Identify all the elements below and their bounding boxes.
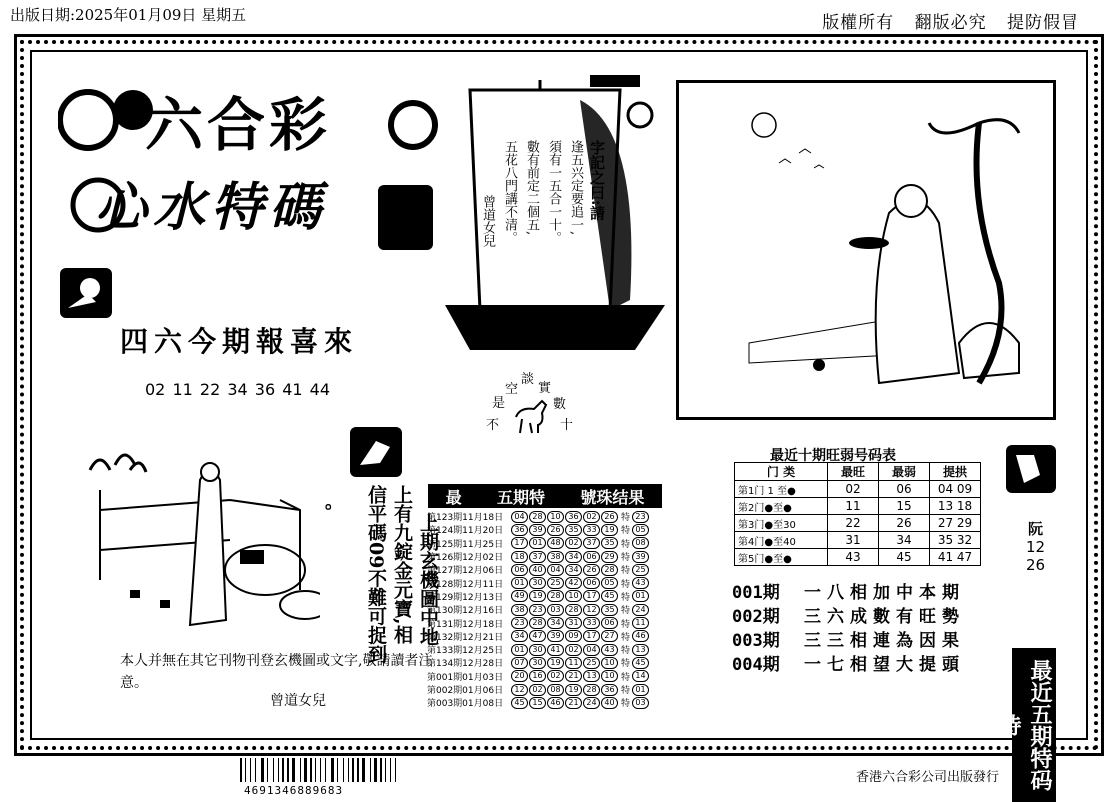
draw-period: 第134期12月28日 <box>427 659 504 670</box>
table-cell-hint: 04 09 <box>930 481 981 498</box>
ball-number: 28 <box>583 684 600 696</box>
ball-number: 23 <box>529 604 546 616</box>
prediction-row <box>732 626 965 650</box>
logo-title: 六合彩 <box>145 91 332 159</box>
illustration-lady <box>80 440 320 640</box>
ball-number: 46 <box>547 697 564 709</box>
pointing-hand-icon <box>350 427 402 477</box>
ball-number: 34 <box>565 551 582 563</box>
table-row <box>427 656 650 669</box>
table-row <box>427 523 650 536</box>
ball-number: 26 <box>601 511 618 523</box>
barcode-bar <box>374 758 377 782</box>
table-row <box>427 550 650 563</box>
table-row <box>427 576 650 589</box>
ball-number: 43 <box>601 644 618 656</box>
special-label: 特 <box>621 619 631 630</box>
special-ball: 25 <box>632 564 649 576</box>
ball-number: 20 <box>511 670 528 682</box>
reader-notice: 本人并無在其它刊物刊登玄機圖或文字,敬請讀者注意。 <box>120 653 433 691</box>
special-label: 特 <box>621 699 631 710</box>
table-cell-cold: 06 <box>879 481 930 498</box>
barcode-number: 4691346889683 <box>244 784 344 797</box>
ball-number: 02 <box>565 644 582 656</box>
ball-number: 29 <box>601 551 618 563</box>
prediction-text: 三六成數有旺勢 <box>804 607 965 627</box>
ball-number: 11 <box>565 657 582 669</box>
strength-table <box>734 462 981 566</box>
copyright-notice: 版權所有 翻版必究 提防假冒 <box>822 13 1079 33</box>
riddle-word: 數 <box>553 397 567 412</box>
draw-period: 第129期12月13日 <box>427 592 504 603</box>
ball-number: 39 <box>547 630 564 642</box>
special-label: 特 <box>621 553 631 564</box>
draw-period: 第131期12月18日 <box>427 619 504 630</box>
barcode-bar <box>325 758 326 782</box>
barcode-bar <box>337 758 338 782</box>
table-row <box>735 532 981 549</box>
ball-number: 38 <box>511 604 528 616</box>
side-code-number: 26 <box>1026 556 1046 574</box>
prediction-row <box>732 602 965 626</box>
barcode-bar <box>245 758 246 782</box>
ball-number: 35 <box>565 524 582 536</box>
barcode-bar <box>278 758 279 782</box>
verse-line-3: 須有一五合一十。 <box>546 140 561 244</box>
ball-number: 21 <box>565 670 582 682</box>
ball-number: 04 <box>511 511 528 523</box>
ball-number: 10 <box>565 590 582 602</box>
prediction-text: 三三相連為因果 <box>804 631 965 651</box>
side-banner: 最近五期特码诗 <box>1012 648 1056 802</box>
riddle-word: 空 <box>505 382 519 397</box>
ball-number: 06 <box>583 577 600 589</box>
barcode-bar <box>300 758 301 782</box>
barcode-bar <box>357 758 359 782</box>
prediction-period: 003期 <box>732 631 780 651</box>
special-ball: 46 <box>632 630 649 642</box>
ball-number: 13 <box>583 670 600 682</box>
ball-number: 06 <box>511 564 528 576</box>
special-label: 特 <box>621 646 631 657</box>
barcode-bar <box>304 758 307 782</box>
special-ball: 39 <box>632 551 649 563</box>
ball-number: 36 <box>511 524 528 536</box>
draw-period: 第123期11月18日 <box>427 513 504 524</box>
ball-number: 48 <box>547 537 564 549</box>
barcode-bar <box>320 758 321 782</box>
ball-number: 28 <box>601 564 618 576</box>
ball-number: 02 <box>565 537 582 549</box>
ball-number: 12 <box>583 604 600 616</box>
riddle-word: 是 <box>492 396 506 411</box>
table-cell-hint: 35 32 <box>930 532 981 549</box>
table-cell-cold: 34 <box>879 532 930 549</box>
ball-number: 26 <box>547 524 564 536</box>
hand-gesture-icon <box>1006 445 1056 493</box>
draw-period: 第130期12月16日 <box>427 606 504 617</box>
verse-line-4: 數有前定二個五, <box>524 140 539 236</box>
ball-number: 37 <box>583 537 600 549</box>
table-row <box>427 537 650 550</box>
ball-number: 28 <box>547 590 564 602</box>
ball-number: 33 <box>583 617 600 629</box>
special-ball: 03 <box>632 697 649 709</box>
draw-period: 第126期12月02日 <box>427 553 504 564</box>
ball-number: 08 <box>547 684 564 696</box>
table-cell-hot: 22 <box>828 515 879 532</box>
ball-number: 02 <box>529 684 546 696</box>
ball-number: 25 <box>547 577 564 589</box>
ball-number: 15 <box>529 697 546 709</box>
ball-number: 38 <box>547 551 564 563</box>
ball-number: 35 <box>601 604 618 616</box>
ball-number: 06 <box>583 551 600 563</box>
special-label: 特 <box>621 592 631 603</box>
table-cell-hint: 13 18 <box>930 498 981 515</box>
ball-number: 07 <box>511 657 528 669</box>
special-ball: 24 <box>632 604 649 616</box>
special-label: 特 <box>621 686 631 696</box>
draw-period: 第001期01月03日 <box>427 672 504 683</box>
special-ball: 23 <box>632 511 649 523</box>
barcode-bar <box>380 758 382 782</box>
barcode-bar <box>370 758 371 782</box>
barcode-bar <box>240 758 242 782</box>
prediction-period: 002期 <box>732 607 780 627</box>
signature: 曾道女兒 <box>270 693 326 709</box>
ball-number: 30 <box>529 577 546 589</box>
table-cell-gate: 第4门●至40 <box>735 532 828 549</box>
special-ball: 14 <box>632 670 649 682</box>
special-ball: 05 <box>632 524 649 536</box>
prediction-period: 004期 <box>732 655 780 675</box>
table-row <box>735 481 981 498</box>
ball-number: 40 <box>529 564 546 576</box>
barcode-bar <box>282 758 284 782</box>
poem-line-3: 信平碼09不難可捉到 <box>365 485 387 664</box>
table-cell-hint: 41 47 <box>930 549 981 566</box>
ball-number: 34 <box>511 630 528 642</box>
table-row <box>427 603 650 616</box>
table-cell-cold: 26 <box>879 515 930 532</box>
ball-number: 23 <box>511 617 528 629</box>
results-title-part: 號珠结果 <box>580 487 645 507</box>
barcode-bar <box>331 758 334 782</box>
ball-number: 42 <box>565 577 582 589</box>
table-row <box>427 696 650 709</box>
barcode-bar <box>352 758 354 782</box>
logo-subtitle: 心水特碼 <box>95 177 328 238</box>
ball-number: 12 <box>511 684 528 696</box>
table-cell-hot: 31 <box>828 532 879 549</box>
table-header: 门 类 <box>735 463 828 481</box>
ball-number: 45 <box>511 697 528 709</box>
ball-number: 26 <box>583 564 600 576</box>
barcode-bar <box>250 758 251 782</box>
poem-line-2: 上有九錠金元寶,相 <box>391 485 413 644</box>
barcode-bar <box>310 758 312 782</box>
special-ball: 43 <box>632 577 649 589</box>
side-code-mark: 阮 <box>1028 520 1044 538</box>
table-row <box>427 563 650 576</box>
barcode-bar <box>287 758 289 782</box>
barcode-bar <box>385 758 386 782</box>
ball-number: 04 <box>583 644 600 656</box>
publisher: 香港六合彩公司出版發行 <box>856 770 1000 785</box>
special-label: 特 <box>621 513 631 524</box>
ball-number: 18 <box>511 551 528 563</box>
riddle-word: 不 <box>486 418 500 433</box>
barcode-bar <box>267 758 268 782</box>
verse-author: 曾道女兒 <box>480 195 495 247</box>
table-cell-gate: 第2门●至● <box>735 498 828 515</box>
ship-verse <box>478 140 606 247</box>
ball-number: 19 <box>547 657 564 669</box>
ball-number: 45 <box>601 590 618 602</box>
ball-number: 19 <box>565 684 582 696</box>
ball-number: 01 <box>529 537 546 549</box>
table-cell-gate: 第3门●至30 <box>735 515 828 532</box>
draw-period: 第124期11月20日 <box>427 526 504 537</box>
barcode-bar <box>362 758 365 782</box>
table-row <box>735 515 981 532</box>
ball-number: 33 <box>583 524 600 536</box>
table-row <box>735 549 981 566</box>
table-header: 提拱 <box>930 463 981 481</box>
table-cell-hint: 27 29 <box>930 515 981 532</box>
poem-period: 。 <box>325 492 343 513</box>
table-row <box>427 616 650 629</box>
ball-number: 28 <box>529 617 546 629</box>
table-header: 最旺 <box>828 463 879 481</box>
verse-line-5: 五花八門講不清。 <box>502 140 517 244</box>
ball-number: 19 <box>529 590 546 602</box>
barcode-bar <box>348 758 349 782</box>
horse-icon <box>510 395 554 435</box>
special-ball: 01 <box>632 684 649 696</box>
ball-number: 28 <box>529 511 546 523</box>
ball-number: 34 <box>565 564 582 576</box>
prediction-period: 001期 <box>732 583 780 603</box>
table-row <box>427 510 650 523</box>
table-cell-cold: 15 <box>879 498 930 515</box>
ball-number: 09 <box>565 630 582 642</box>
table-cell-gate: 第5门●至● <box>735 549 828 566</box>
table-row <box>427 643 650 656</box>
table-row <box>427 670 650 683</box>
ball-number: 39 <box>529 524 546 536</box>
barcode-bar <box>273 758 274 782</box>
ball-number: 30 <box>529 657 546 669</box>
draw-period: 第132期12月21日 <box>427 632 504 643</box>
table-cell-cold: 45 <box>879 549 930 566</box>
ball-number: 34 <box>547 617 564 629</box>
barcode-bar <box>261 758 264 782</box>
table-header: 最弱 <box>879 463 930 481</box>
ball-number: 36 <box>601 684 618 696</box>
ball-number: 49 <box>511 590 528 602</box>
special-label: 特 <box>621 566 631 577</box>
ball-number: 21 <box>565 697 582 709</box>
results-title-part: 五期特 <box>496 487 545 507</box>
ball-number: 40 <box>601 697 618 709</box>
special-label: 特 <box>621 672 631 683</box>
special-ball: 08 <box>632 537 649 549</box>
table-cell-hot: 43 <box>828 549 879 566</box>
ball-number: 05 <box>601 577 618 589</box>
publish-date: 出版日期:2025年01月09日 星期五 <box>10 6 247 24</box>
draw-period: 第125期11月25日 <box>427 539 504 550</box>
special-ball: 45 <box>632 657 649 669</box>
ball-number: 17 <box>511 537 528 549</box>
ball-number: 30 <box>529 644 546 656</box>
table-cell-hot: 02 <box>828 481 879 498</box>
barcode-bar <box>395 758 396 782</box>
draw-period: 第003期01月08日 <box>427 699 504 710</box>
ball-number: 06 <box>601 617 618 629</box>
ball-number: 01 <box>511 577 528 589</box>
draw-period: 第128期12月11日 <box>427 579 504 590</box>
ball-number: 02 <box>547 670 564 682</box>
barcode-bar <box>390 758 391 782</box>
ball-number: 25 <box>583 657 600 669</box>
verse-line-1: 字記之曰:請 <box>588 140 606 221</box>
ball-number: 35 <box>601 537 618 549</box>
table-row <box>427 630 650 643</box>
table-cell-hot: 11 <box>828 498 879 515</box>
ball-number: 31 <box>565 617 582 629</box>
riddle-word: 十 <box>560 418 574 433</box>
predictions <box>732 578 965 674</box>
ball-number: 17 <box>583 630 600 642</box>
table-row <box>735 498 981 515</box>
riddle-word: 談 <box>521 372 535 387</box>
ball-number: 10 <box>547 511 564 523</box>
ball-number: 47 <box>529 630 546 642</box>
table-row <box>427 590 650 603</box>
ball-number: 03 <box>547 604 564 616</box>
special-label: 特 <box>621 606 631 617</box>
lucky-numbers: 02 11 22 34 36 41 44 <box>145 380 331 399</box>
special-label: 特 <box>621 632 631 643</box>
results-title-part: 最 <box>445 487 462 507</box>
barcode-bar <box>292 758 295 782</box>
ball-number: 02 <box>583 511 600 523</box>
headline: 四六今期報喜來 <box>120 325 359 358</box>
results-list <box>427 510 650 709</box>
side-code-number: 12 <box>1026 538 1046 556</box>
results-title <box>428 484 662 508</box>
barcode-icon <box>236 758 416 784</box>
barcode-bar <box>343 758 344 782</box>
special-ball: 11 <box>632 617 649 629</box>
table-row <box>427 683 650 696</box>
table-cell-gate: 第1门 1 至● <box>735 481 828 498</box>
draw-period: 第002期01月06日 <box>427 686 504 696</box>
ball-number: 10 <box>601 670 618 682</box>
ball-number: 17 <box>583 590 600 602</box>
special-ball: 01 <box>632 590 649 602</box>
riddle-word: 實 <box>538 381 552 396</box>
prediction-text: 一七相望大提頭 <box>804 655 965 675</box>
verse-line-2: 逢五兴定要追一, <box>568 140 583 236</box>
prediction-row <box>732 650 965 674</box>
barcode-bar <box>315 758 316 782</box>
illustration-monk <box>676 80 1056 420</box>
ball-number: 36 <box>565 511 582 523</box>
ball-number: 37 <box>529 551 546 563</box>
ball-number: 41 <box>547 644 564 656</box>
ball-number: 01 <box>511 644 528 656</box>
ball-number: 04 <box>547 564 564 576</box>
draw-period: 第127期12月06日 <box>427 566 504 577</box>
ball-number: 10 <box>601 657 618 669</box>
ball-number: 16 <box>529 670 546 682</box>
poem-line-1: 上期玄機圖中地 <box>417 513 439 646</box>
special-label: 特 <box>621 526 631 537</box>
ball-number: 24 <box>583 697 600 709</box>
draw-period: 第133期12月25日 <box>427 646 504 657</box>
lightbulb-icon <box>60 268 112 318</box>
strength-table-title: 最近十期旺弱号码表 <box>770 448 896 464</box>
ball-number: 27 <box>601 630 618 642</box>
special-ball: 13 <box>632 644 649 656</box>
prediction-text: 一八相加中本期 <box>804 583 965 603</box>
ball-number: 28 <box>565 604 582 616</box>
special-label: 特 <box>621 579 631 590</box>
prediction-row <box>732 578 965 602</box>
side-code <box>1026 520 1045 574</box>
barcode-bar <box>255 758 256 782</box>
special-label: 特 <box>621 659 631 670</box>
special-label: 特 <box>621 539 631 550</box>
ball-number: 19 <box>601 524 618 536</box>
